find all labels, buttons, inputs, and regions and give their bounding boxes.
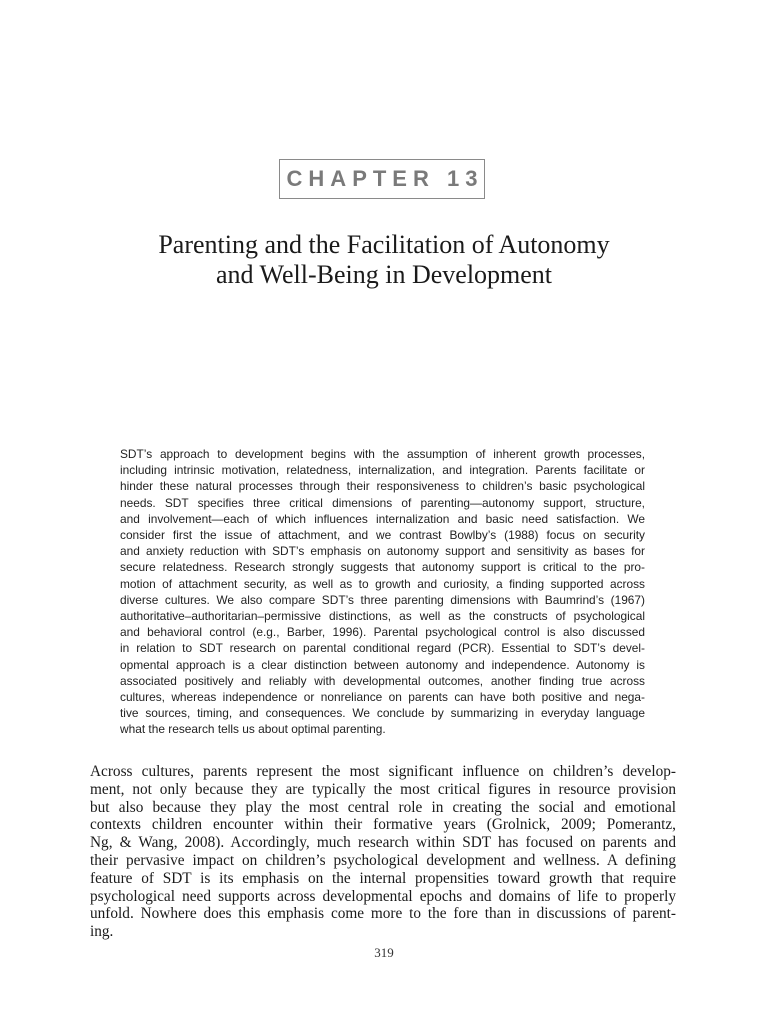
abstract-line: opmental approach is a clear distinction between autonomy and independence. Autonomy is [120,657,645,672]
abstract-line: diverse cultures. We also compare SDT’s three parenting dimensions with Baumrind’s (1967) [120,592,645,607]
body-line: ment, not only because they are typically the most critical figures in resource provision [90,780,676,798]
abstract-line: cultures, whereas independence or nonreliance on parents can have both positive and nega- [120,690,645,705]
abstract-line: motion of attachment security, as well as to growth and curiosity, a finding supported across [120,576,645,591]
abstract-line: consider first the issue of attachment, and we contrast Bowlby’s (1988) focus on security [120,528,645,543]
abstract-line: what the research tells us about optimal parenting. [120,722,386,737]
abstract-line: secure relatedness. Research strongly suggests that autonomy support is critical to the pro- [120,560,645,575]
abstract-line: and behavioral control (e.g., Barber, 1996). Parental psychological control is also discussed [120,625,645,640]
body-line: unfold. Nowhere does this emphasis come more to the fore than in discussions of parent- [90,905,676,923]
abstract-line: needs. SDT specifies three critical dimensions of parenting—autonomy support, structure, [120,495,645,510]
body-line: Across cultures, parents represent the most significant influence on children’s develop- [90,763,676,780]
chapter-abstract [120,446,645,738]
body-line: ing. [90,923,114,941]
chapter-label: CHAPTER 13 [279,159,485,199]
body-line: psychological need supports across developmental epochs and domains of life to properly [90,887,676,905]
body-paragraph [90,763,676,941]
body-line: their pervasive impact on children’s psychological development and wellness. A defining [90,851,676,869]
abstract-line: authoritative–authoritarian–permissive distinctions, as well as the constructs of psychological [120,609,645,624]
body-line: Ng, & Wang, 2008). Accordingly, much research within SDT has focused on parents and [90,834,676,852]
abstract-line: and involvement—each of which influences internalization and basic need satisfaction. We [120,511,645,526]
abstract-line: associated positively and reliably with developmental outcomes, another finding true across [120,673,645,688]
abstract-line: tive sources, timing, and consequences. We conclude by summarizing in everyday language [120,706,645,721]
abstract-line: including intrinsic motivation, relatedness, internalization, and integration. Parents facilitate or [120,463,645,478]
body-line: contexts children encounter within their formative years (Grolnick, 2009; Pomerantz, [90,816,676,834]
abstract-line: SDT’s approach to development begins with the assumption of inherent growth processes, [120,447,645,461]
abstract-line: and anxiety reduction with SDT’s emphasis on autonomy support and sensitivity as bases for [120,544,645,559]
chapter-title [60,230,708,290]
abstract-line: in relation to SDT research on parental conditional regard (PCR). Essential to SDT’s devel- [120,641,645,656]
chapter-title-line: and Well-Being in Development [215,260,553,289]
abstract-line: hinder these natural processes through their responsiveness to children’s basic psychological [120,479,645,494]
chapter-title-line: Parenting and the Facilitation of Autonomy [158,230,610,259]
page-number: 319 [374,945,394,960]
body-line: feature of SDT is its emphasis on the internal propensities toward growth that require [90,869,676,887]
body-line: but also because they play the most central role in creating the social and emotional [90,798,676,816]
